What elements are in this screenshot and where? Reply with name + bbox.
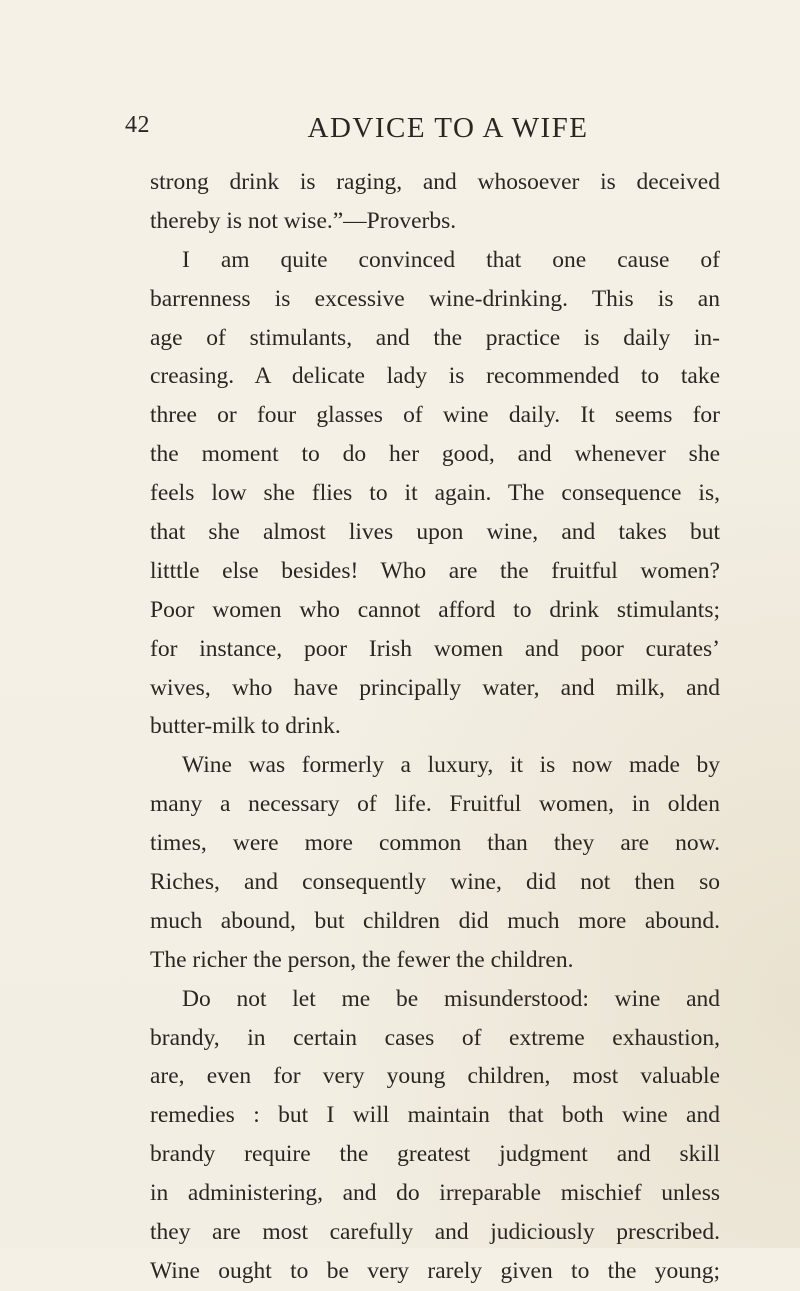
text-line: litttle else besides! Who are the fruitful women? [150, 557, 720, 584]
text-line: three or four glasses of wine daily. It seems for [150, 402, 720, 429]
running-title: ADVICE TO A WIFE [307, 112, 589, 144]
page-number: 42 [125, 112, 150, 138]
text-line: in administering, and do irreparable mischief unless [150, 1180, 720, 1207]
text-line: times, were more common than they are now. [150, 830, 720, 857]
text-line: brandy require the greatest judgment and skill [150, 1141, 720, 1168]
text-line: butter-milk to drink. [150, 713, 341, 740]
text-line: the moment to do her good, and whenever she [150, 441, 720, 468]
text-line: many a necessary of life. Fruitful women, in olden [150, 791, 720, 818]
text-line: remedies : but I will maintain that both wine and [150, 1102, 720, 1129]
text-line: The richer the person, the fewer the children. [150, 946, 574, 973]
text-line: they are most carefully and judiciously prescribed. [150, 1219, 720, 1246]
text-line: feels low she flies to it again. The consequence is, [150, 480, 720, 507]
text-line: strong drink is raging, and whosoever is deceived [150, 169, 720, 195]
text-line: Wine ought to be very rarely given to the young; [150, 1257, 720, 1284]
text-line: Poor women who cannot afford to drink stimulants; [150, 596, 720, 623]
text-line: for instance, poor Irish women and poor curates’ [150, 635, 720, 662]
text-line: thereby is not wise.”—Proverbs. [150, 207, 457, 234]
body-text [150, 163, 720, 1291]
text-line: that she almost lives upon wine, and takes but [150, 519, 720, 546]
text-line: I am quite convinced that one cause of [182, 246, 720, 273]
text-line: Riches, and consequently wine, did not then so [150, 869, 720, 896]
text-line: creasing. A delicate lady is recommended to take [150, 363, 720, 390]
text-line: Do not let me be misunderstood: wine and [182, 985, 720, 1012]
text-line: brandy, in certain cases of extreme exhaustion, [150, 1024, 720, 1051]
text-line: are, even for very young children, most valuable [150, 1063, 720, 1090]
text-line: barrenness is excessive wine-drinking. This is an [150, 285, 720, 312]
text-line: age of stimulants, and the practice is daily in- [150, 324, 720, 351]
page-header [0, 112, 800, 152]
text-line: Wine was formerly a luxury, it is now made by [182, 752, 720, 779]
text-line: much abound, but children did much more abound. [150, 907, 720, 934]
text-line: wives, who have principally water, and milk, and [150, 674, 720, 701]
